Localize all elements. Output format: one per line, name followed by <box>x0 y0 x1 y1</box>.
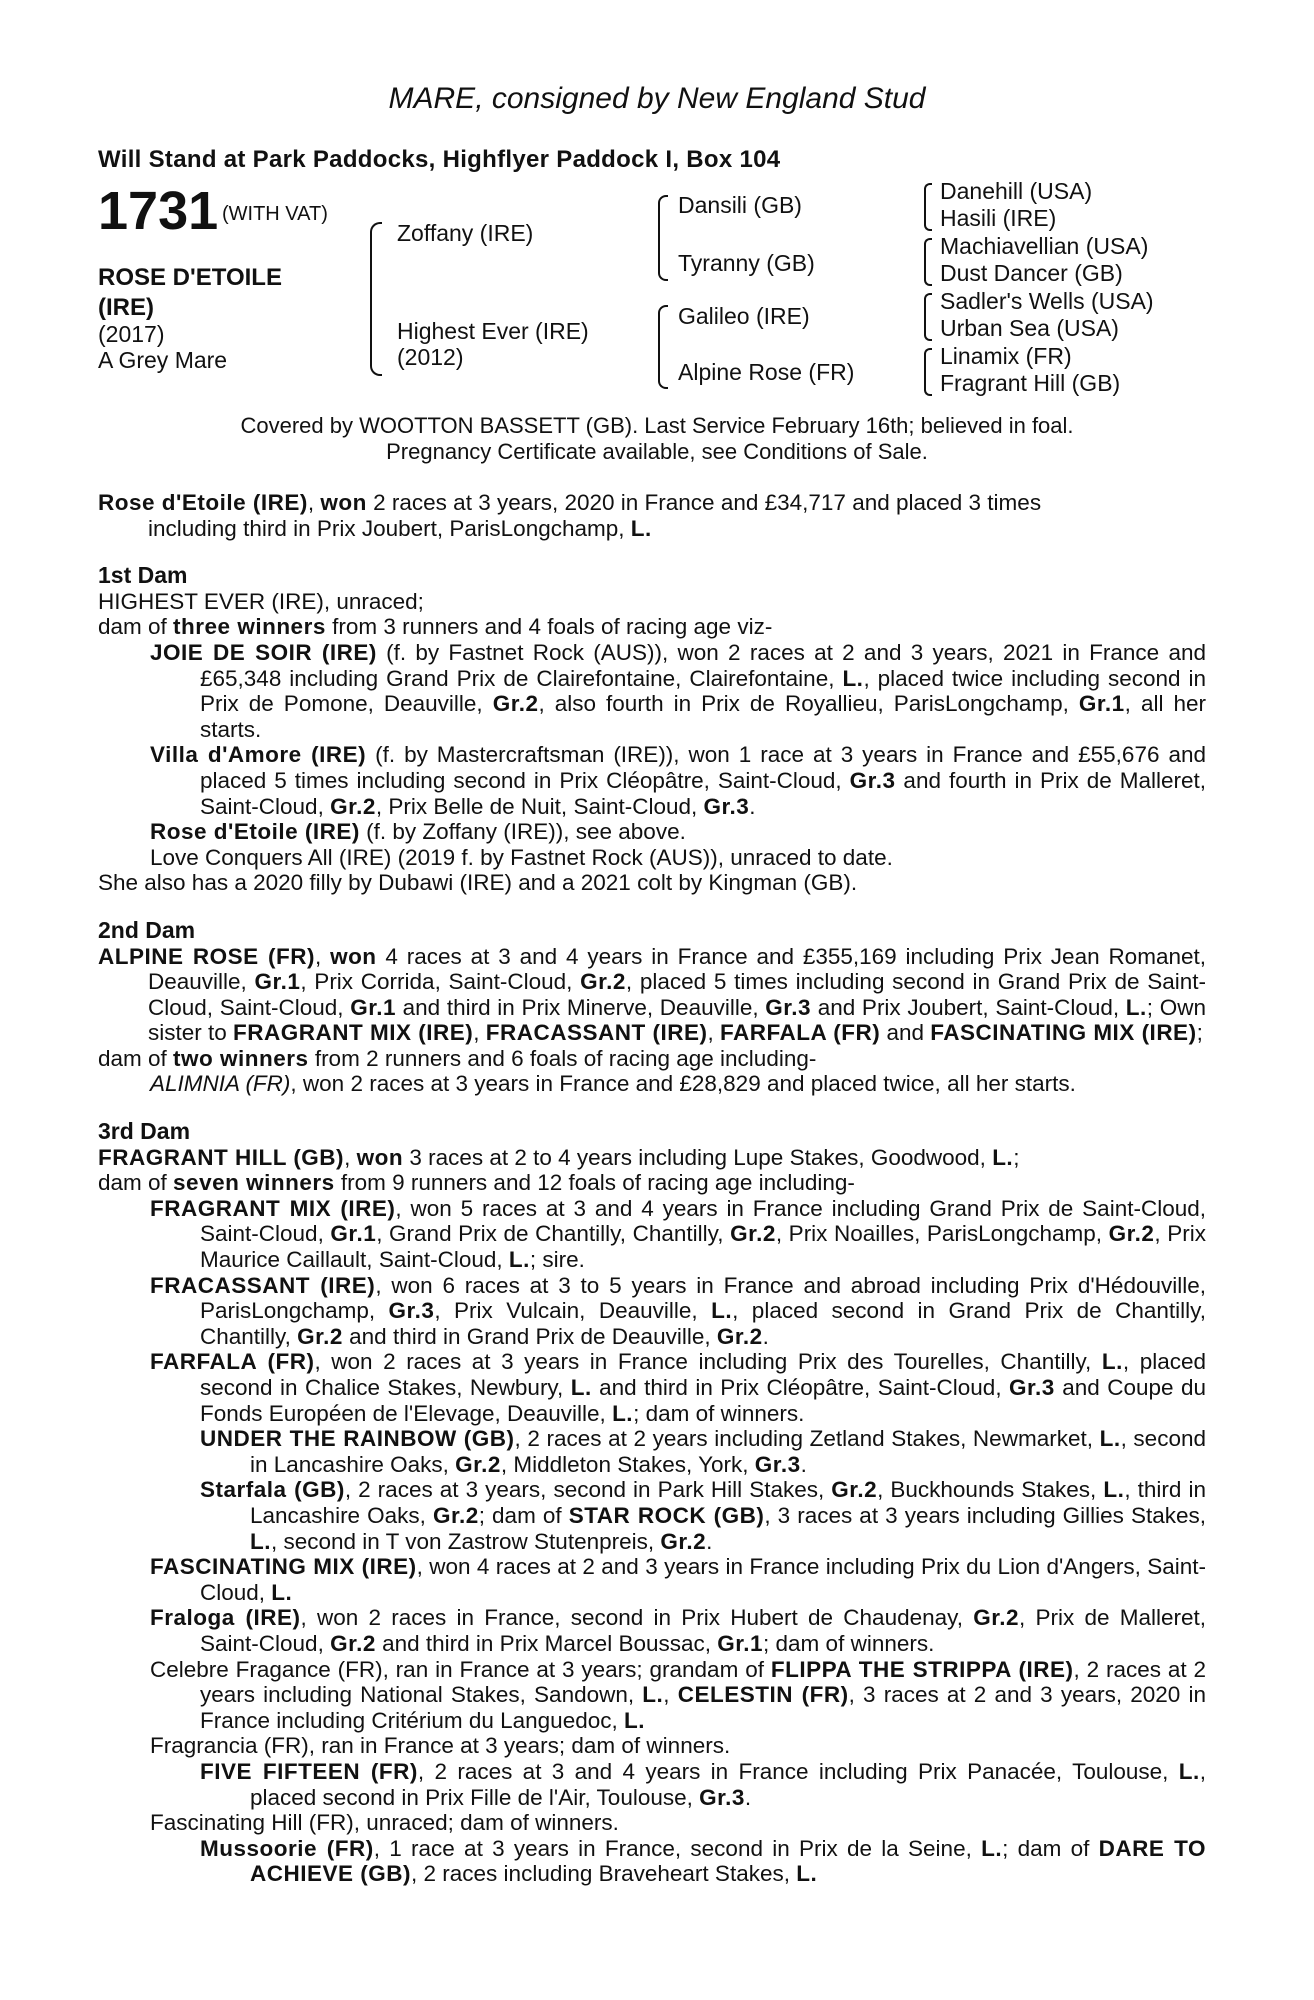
pedigree-brace-dam <box>658 305 668 389</box>
produce-celebre-fragance <box>98 1657 1206 1734</box>
dam2-t2: , Prix Corrida, Saint-Cloud, <box>300 969 581 995</box>
fascinating-g1: L. <box>271 1579 293 1605</box>
rainbow-t3: , Middleton Stakes, York, <box>500 1451 755 1477</box>
starfala-g3: Gr.2 <box>432 1502 479 1528</box>
celebre-g1: L. <box>642 1682 664 1708</box>
starfala-t7: . <box>706 1528 713 1554</box>
produce-under-the-rainbow <box>98 1426 1206 1477</box>
joie-name: JOIE DE SOIR (IRE) <box>150 639 377 665</box>
dam2-comma-2: , <box>707 1020 721 1046</box>
dam1-winners: three winners <box>173 614 326 640</box>
dam1-text-a: dam of <box>98 614 174 640</box>
dam2-g4: Gr.3 <box>765 994 812 1020</box>
covered-line: Covered by WOOTTON BASSETT (GB). Last Service February 16th; believed in foal. <box>240 413 1074 438</box>
intro-text-1: 2 races at 3 years, 2020 in France and £34,717 and placed 3 times <box>366 490 1042 515</box>
fifteen-t3: . <box>744 1784 752 1810</box>
intro-paragraph: Rose d'Etoile (IRE), won 2 races at 3 years, 2020 in France and £34,717 and placed 3 times including third in Prix Joubert, ParisLongchamp, L. <box>98 490 1042 541</box>
dam2-comma-1: , <box>473 1020 486 1046</box>
vat-note: (WITH VAT) <box>222 203 328 225</box>
fraloga-g1: Gr.2 <box>973 1605 1019 1631</box>
starfala-t2: , Buckhounds Stakes, <box>877 1477 1104 1503</box>
produce-fragrant-mix <box>98 1196 1206 1273</box>
dam-dam-dam: Fragrant Hill (GB) <box>940 370 1121 396</box>
villa-g1: Gr.3 <box>849 767 896 793</box>
dam2-t3: , placed 5 times including second in Grand Prix de Saint-Cloud, Saint-Cloud, <box>148 969 1206 1020</box>
pedigree-brace-sd <box>924 238 932 286</box>
dam2-t5: and Prix Joubert, Saint-Cloud, <box>811 994 1126 1020</box>
dam2-semicolon: ; <box>1196 1020 1203 1046</box>
villa-t1: (f. by Mastercraftsman (IRE)), won 1 race at 3 years in France and £55,676 and placed 5 times including second in Prix Cléopâtre, Saint-Cloud, <box>200 742 1206 793</box>
fracassant-g1: Gr.3 <box>388 1298 435 1324</box>
pedigree-brace-ds <box>924 293 932 341</box>
starfala-t4: ; dam of <box>478 1502 569 1528</box>
fifteen-t1: , 2 races at 3 and 4 years in France including Prix Panacée, Toulouse, <box>417 1758 1179 1784</box>
dam-sire-dam: Urban Sea (USA) <box>940 315 1119 341</box>
celebre-t4: , 3 races at 2 and 3 years, 2020 in France including Critérium du Languedoc, <box>200 1682 1206 1733</box>
dam3-t1b: ; <box>1013 1144 1020 1170</box>
pregnancy-line: Pregnancy Certificate available, see Conditions of Sale. <box>386 439 928 464</box>
produce-rose-detoile <box>98 819 1206 845</box>
villa-g2: Gr.2 <box>330 793 376 819</box>
mix-g4: L. <box>508 1247 530 1273</box>
dam-dam: Alpine Rose (FR) <box>678 359 855 385</box>
horse-year: (2017) <box>98 321 165 347</box>
dam3-won: won <box>356 1144 404 1170</box>
pedigree-brace-main <box>370 222 382 376</box>
fifteen-g2: Gr.3 <box>699 1784 745 1810</box>
farfala-t2: , placed second in Chalice Stakes, Newbury, <box>200 1349 1206 1400</box>
dam-year: (2012) <box>397 344 464 370</box>
joie-g1: L. <box>842 665 864 691</box>
mussoorie-g1: L. <box>981 1835 1003 1861</box>
fraloga-t2: , Prix de Malleret, Saint-Cloud, <box>200 1605 1206 1656</box>
alimnia-name: ALIMNIA (FR) <box>150 1071 291 1097</box>
rose-name: Rose d'Etoile (IRE) <box>150 819 360 845</box>
joie-g3: Gr.1 <box>1078 691 1125 717</box>
produce-five-fifteen <box>98 1759 1206 1810</box>
mix-g3: Gr.2 <box>1108 1221 1155 1247</box>
dam3-name: FRAGRANT HILL (GB) <box>98 1144 345 1170</box>
dam2-sibling-2: FRACASSANT (IRE) <box>485 1020 708 1046</box>
fracassant-t2: , Prix Vulcain, Deauville, <box>434 1298 712 1324</box>
produce-farfala <box>98 1349 1206 1426</box>
farfala-g4: L. <box>612 1400 634 1426</box>
fraloga-name: Fraloga (IRE) <box>150 1605 301 1631</box>
mussoorie-t2: ; dam of <box>1002 1835 1099 1861</box>
dam-sire-sire: Sadler's Wells (USA) <box>940 288 1154 314</box>
mix-g2: Gr.2 <box>730 1221 776 1247</box>
flippa-name: FLIPPA THE STRIPPA (IRE) <box>770 1656 1074 1682</box>
sire: Zoffany (IRE) <box>397 220 534 246</box>
joie-t1: (f. by Fastnet Rock (AUS)), won 2 races at 2 and 3 years, 2021 in France and £65,348 including Grand Prix de Clairefontaine, Clairefontaine, <box>200 639 1206 691</box>
alimnia-text: , won 2 races at 3 years in France and £28,829 and placed twice, all her starts. <box>290 1071 1076 1097</box>
dam2-and: and <box>880 1020 931 1046</box>
fraloga-g2: Gr.2 <box>330 1630 376 1656</box>
rainbow-g1: L. <box>1099 1426 1121 1452</box>
dam2-sibling-1: FRAGRANT MIX (IRE) <box>233 1020 474 1046</box>
dam2-damof-c: from 2 runners and 6 foals of racing age including- <box>308 1045 817 1071</box>
produce-fascinating-mix <box>98 1554 1206 1605</box>
dam: Highest Ever (IRE) <box>397 318 589 344</box>
mix-g1: Gr.1 <box>330 1221 377 1247</box>
dam2-damof-a: dam of <box>98 1045 174 1071</box>
dam2-sibling-3: FARFALA (FR) <box>720 1020 881 1046</box>
dam2-g5: L. <box>1125 994 1147 1020</box>
first-dam-heading: 1st Dam <box>98 562 188 589</box>
dam2-won: won <box>330 943 377 969</box>
pedigree-brace-ss <box>924 183 932 231</box>
dam3-damof-a: dam of <box>98 1170 174 1196</box>
sire-dam-sire: Machiavellian (USA) <box>940 233 1149 259</box>
intro-horse-name: Rose d'Etoile (IRE) <box>98 490 308 515</box>
fascinating-name: FASCINATING MIX (IRE) <box>150 1554 417 1580</box>
sire-dam-dam: Dust Dancer (GB) <box>940 260 1123 286</box>
produce-fascinating-hill: Fascinating Hill (FR), unraced; dam of winners. <box>150 1810 619 1836</box>
joie-g2: Gr.2 <box>492 691 539 717</box>
fracassant-t1: , won 6 races at 3 to 5 years in France and abroad including Prix d'Hédouville, ParisLongchamp, <box>200 1272 1206 1324</box>
produce-fragrancia: Fragrancia (FR), ran in France at 3 years; dam of winners. <box>150 1733 731 1759</box>
catalogue-title: MARE, consigned by New England Stud <box>388 82 926 115</box>
intro-won: won <box>320 490 367 515</box>
fifteen-t2: , placed second in Prix Fille de l'Air, Toulouse, <box>250 1758 1206 1810</box>
fracassant-g2: L. <box>711 1298 733 1324</box>
starfala-t3: , third in Lancashire Oaks, <box>250 1477 1206 1528</box>
fraloga-t4: ; dam of winners. <box>763 1630 935 1656</box>
fraloga-t1: , won 2 races in France, second in Prix Hubert de Chaudenay, <box>300 1605 974 1631</box>
farfala-t1: , won 2 races at 3 years in France including Prix des Tourelles, Chantilly, <box>314 1349 1102 1375</box>
dam2-t6: ; Own sister to <box>148 994 1206 1046</box>
dam2-winners: two winners <box>173 1045 309 1071</box>
dam2-t1: 4 races at 3 and 4 years in France and £355,169 including Prix Jean Romanet, Deauville, <box>148 943 1206 995</box>
rainbow-g2: Gr.2 <box>455 1451 501 1477</box>
farfala-t4: and Coupe du Fonds Européen de l'Elevage, Deauville, <box>200 1375 1206 1426</box>
villa-g3: Gr.3 <box>703 793 750 819</box>
villa-name: Villa d'Amore (IRE) <box>150 742 367 768</box>
rainbow-g3: Gr.3 <box>754 1451 801 1477</box>
starfala-g5: Gr.2 <box>660 1528 707 1554</box>
starfala-g2: L. <box>1103 1477 1125 1503</box>
lot-number: 1731 <box>98 181 219 241</box>
starfala-t6: , second in T von Zastrow Stutenpreis, <box>271 1528 661 1554</box>
villa-t2: and fourth in Prix de Malleret, Saint-Cloud, <box>200 767 1206 819</box>
mix-t5: ; sire. <box>529 1247 585 1273</box>
star-rock-name: STAR ROCK (GB) <box>568 1502 765 1528</box>
celestin-name: CELESTIN (FR) <box>677 1682 849 1708</box>
fracassant-t4: and third in Grand Prix de Deauville, <box>342 1323 717 1349</box>
farfala-name: FARFALA (FR) <box>150 1349 315 1375</box>
horse-identity <box>98 263 282 373</box>
celebre-t1: Celebre Fragance (FR), ran in France at 3 years; grandam of <box>150 1656 771 1682</box>
dam3-damof-c: from 9 runners and 12 foals of racing age including- <box>334 1170 855 1196</box>
horse-description: A Grey Mare <box>98 347 228 373</box>
pedigree-brace-sire <box>658 195 668 281</box>
mussoorie-t1: , 1 race at 3 years in France, second in Prix de la Seine, <box>373 1835 982 1861</box>
villa-t3: , Prix Belle de Nuit, Saint-Cloud, <box>375 793 704 819</box>
dam3-t1: 3 races at 2 to 4 years including Lupe Stakes, Goodwood, <box>403 1144 993 1170</box>
starfala-name: Starfala (GB) <box>200 1477 345 1503</box>
rainbow-name: UNDER THE RAINBOW (GB) <box>200 1426 515 1452</box>
produce-villa-damore <box>98 742 1206 819</box>
produce-alimnia <box>98 1071 1206 1097</box>
celebre-t2: , 2 races at 2 years including National Stakes, Sandown, <box>200 1656 1206 1708</box>
dare-to-achieve-name: DARE TO ACHIEVE (GB) <box>250 1835 1206 1887</box>
dam2-g2: Gr.2 <box>580 969 626 995</box>
dam2-name: ALPINE ROSE (FR) <box>98 943 315 969</box>
mix-name: FRAGRANT MIX (IRE) <box>150 1195 396 1221</box>
fraloga-g3: Gr.1 <box>717 1630 764 1656</box>
fascinating-t1: , won 4 races at 2 and 3 years in France including Prix du Lion d'Angers, Saint-Cloud, <box>200 1554 1207 1605</box>
sire-sire-sire: Danehill (USA) <box>940 178 1093 204</box>
horse-name: ROSE D'ETOILE <box>98 264 282 291</box>
sire-sire-dam: Hasili (IRE) <box>940 205 1057 231</box>
mix-t3: , Prix Noailles, ParisLongchamp, <box>775 1221 1109 1247</box>
mussoorie-name: Mussoorie (FR) <box>200 1835 374 1861</box>
sire-dam: Tyranny (GB) <box>678 250 815 276</box>
dam2-g1: Gr.1 <box>254 969 301 995</box>
fifteen-name: FIVE FIFTEEN (FR) <box>200 1758 418 1784</box>
fracassant-t3: , placed second in Grand Prix de Chantilly, Chantilly, <box>200 1298 1206 1349</box>
mix-t4: , Prix Maurice Caillault, Saint-Cloud, <box>200 1221 1206 1273</box>
fracassant-t5: . <box>762 1323 769 1349</box>
first-dam-line: HIGHEST EVER (IRE), unraced; <box>98 588 424 614</box>
horse-country: (IRE) <box>98 294 154 321</box>
farfala-g1: L. <box>1101 1349 1123 1375</box>
third-dam-produce <box>98 1170 1206 1196</box>
fracassant-g3: Gr.2 <box>297 1323 343 1349</box>
farfala-g2: L. <box>570 1375 592 1400</box>
dam1-text-c: from 3 runners and 4 foals of racing age viz- <box>325 614 773 640</box>
fracassant-g4: Gr.2 <box>716 1323 763 1349</box>
first-dam-produce <box>98 614 1206 640</box>
second-dam-produce <box>98 1046 1206 1072</box>
sire-sire: Dansili (GB) <box>678 192 802 218</box>
mussoorie-t3: , 2 races including Braveheart Stakes, <box>411 1861 797 1887</box>
dam-sire: Galileo (IRE) <box>678 303 810 329</box>
intro-grade: L. <box>630 515 652 541</box>
farfala-t3: and third in Prix Cléopâtre, Saint-Cloud, <box>591 1375 1010 1400</box>
pedigree-brace-dd <box>924 348 932 396</box>
celebre-g2: L. <box>623 1707 645 1733</box>
starfala-t5: , 3 races at 3 years including Gillies Stakes, <box>764 1502 1206 1528</box>
second-dam-record: ALPINE ROSE (FR), won 4 races at 3 and 4 years in France and £355,169 including Prix Jean Romanet, Deauville, Gr.1, Prix Corrida, Saint-Cloud, Gr.2, placed 5 times including second in Grand Prix de Saint-Cloud, Saint-Cloud, Gr.1 and third in Prix Minerve, Deauville, Gr.3 and Prix Joubert, Saint-Cloud, L.; Own sister to FRAGRANT MIX (IRE), FRACASSANT (IRE), FARFALA (FR) and FASCINATING MIX (IRE); <box>98 943 1206 1046</box>
produce-starfala <box>98 1477 1206 1554</box>
mussoorie-g2: L. <box>796 1861 818 1887</box>
produce-love-conquers-all: Love Conquers All (IRE) (2019 f. by Fastnet Rock (AUS)), unraced to date. <box>150 844 893 870</box>
produce-fracassant <box>98 1273 1206 1350</box>
dam3-winners: seven winners <box>173 1170 335 1196</box>
farfala-t5: ; dam of winners. <box>633 1400 805 1426</box>
joie-t4: , all her starts. <box>200 691 1206 742</box>
mix-t2: , Grand Prix de Chantilly, Chantilly, <box>376 1221 731 1247</box>
dam-dam-sire: Linamix (FR) <box>940 343 1072 369</box>
fifteen-g1: L. <box>1178 1758 1200 1784</box>
starfala-t1: , 2 races at 3 years, second in Park Hill Stakes, <box>344 1477 832 1503</box>
dam3-g1: L. <box>992 1144 1014 1170</box>
dam2-t4: and third in Prix Minerve, Deauville, <box>395 994 766 1020</box>
mix-t1: , won 5 races at 3 and 4 years in France including Grand Prix de Saint-Cloud, Saint-Cloud, <box>200 1195 1206 1247</box>
joie-t2: , placed twice including second in Prix de Pomone, Deauville, <box>200 665 1206 717</box>
starfala-g4: L. <box>250 1528 271 1554</box>
third-dam-heading: 3rd Dam <box>98 1118 191 1145</box>
dam2-sibling-4: FASCINATING MIX (IRE) <box>930 1020 1197 1046</box>
villa-t4: . <box>749 793 756 819</box>
stand-location: Will Stand at Park Paddocks, Highflyer Paddock I, Box 104 <box>98 146 781 173</box>
joie-t3: , also fourth in Prix de Royallieu, ParisLongchamp, <box>538 691 1079 717</box>
first-dam-also: She also has a 2020 filly by Dubawi (IRE) and a 2021 colt by Kingman (GB). <box>98 870 858 896</box>
intro-text-2: including third in Prix Joubert, ParisLongchamp, <box>148 515 631 541</box>
rainbow-t2: , second in Lancashire Oaks, <box>250 1426 1206 1477</box>
dam2-g3: Gr.1 <box>350 994 396 1020</box>
starfala-g1: Gr.2 <box>831 1477 878 1503</box>
second-dam-heading: 2nd Dam <box>98 916 196 943</box>
fraloga-t3: and third in Prix Marcel Boussac, <box>375 1630 718 1656</box>
produce-fraloga <box>98 1605 1206 1656</box>
rainbow-t1: , 2 races at 2 years including Zetland Stakes, Newmarket, <box>514 1426 1100 1452</box>
celebre-t3: , <box>663 1682 678 1708</box>
rainbow-t4: . <box>800 1451 807 1477</box>
fracassant-name: FRACASSANT (IRE) <box>150 1272 376 1298</box>
third-dam-record: FRAGRANT HILL (GB), won 3 races at 2 to 4 years including Lupe Stakes, Goodwood, L.; <box>98 1144 1020 1170</box>
farfala-g3: Gr.3 <box>1009 1375 1055 1400</box>
produce-joie-de-soir <box>98 640 1206 742</box>
rose-t1: (f. by Zoffany (IRE)), see above. <box>359 819 686 845</box>
produce-mussoorie <box>98 1836 1206 1887</box>
catalogue-body <box>98 490 1206 1887</box>
